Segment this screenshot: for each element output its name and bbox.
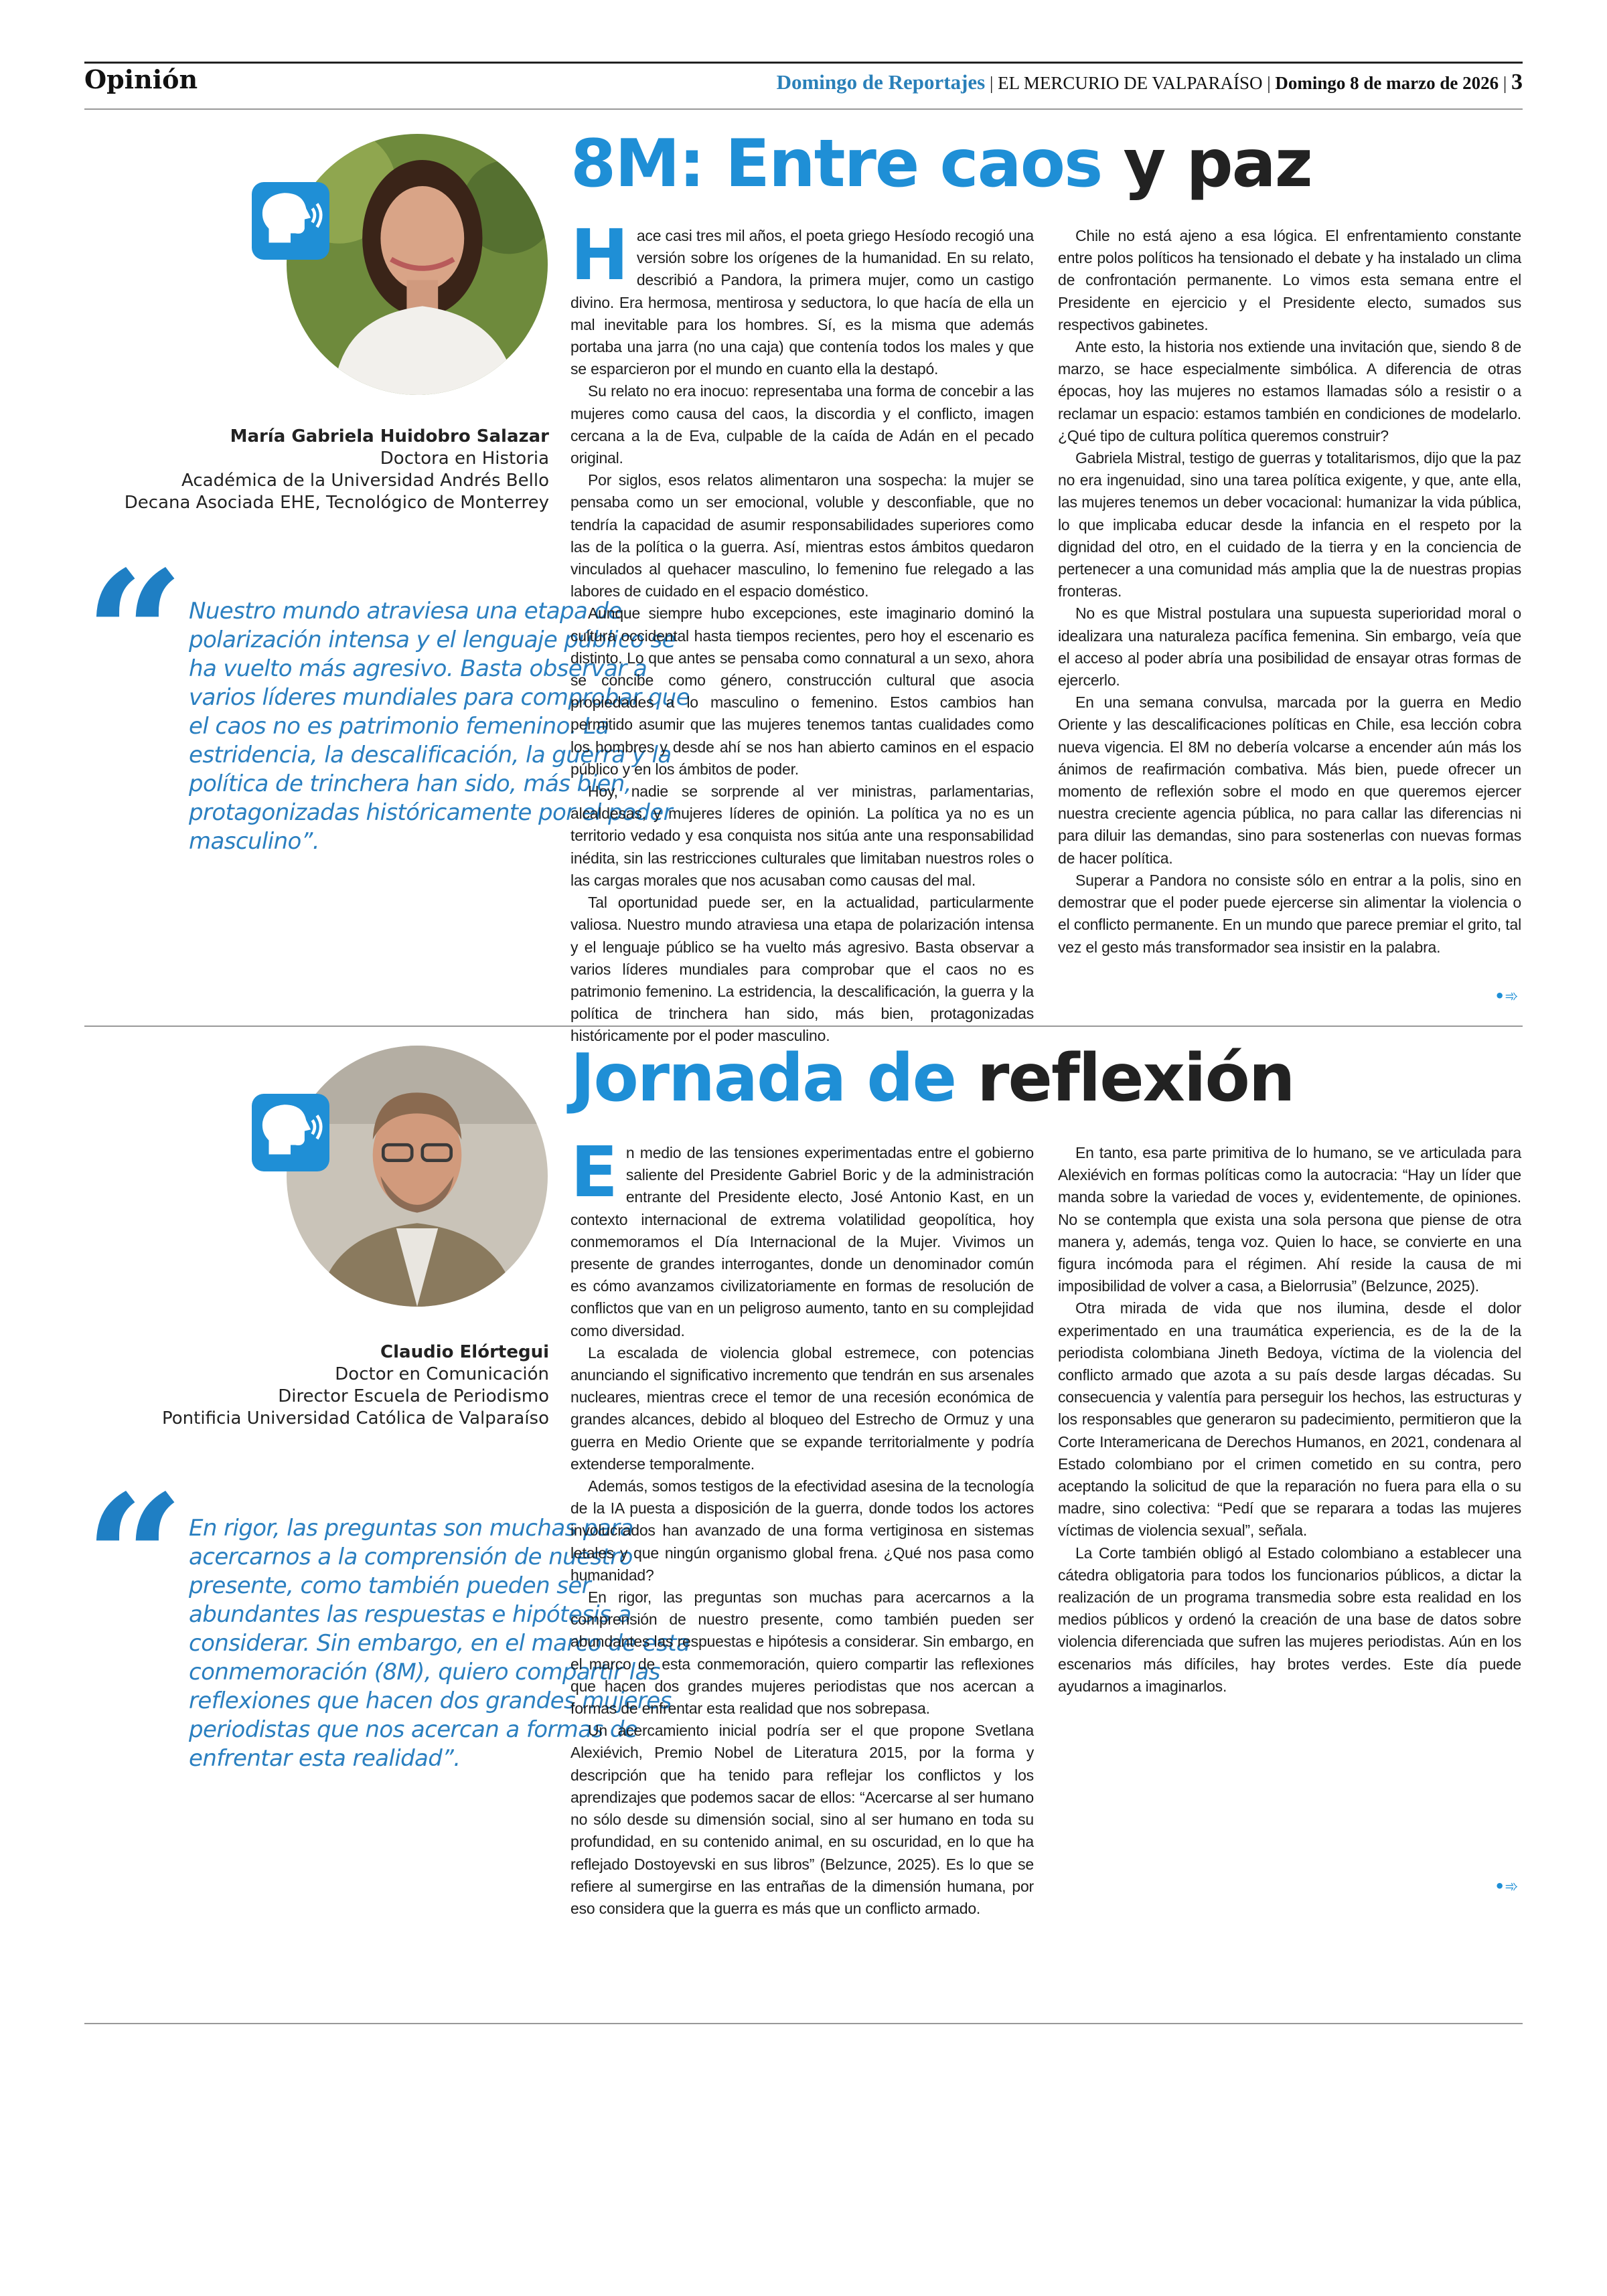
body-paragraph: Además, somos testigos de la efectividad asesina de la tecnología de la IA puesta a disposición de la guerra, donde todos los actores involucrados han avanzado de una forma vertiginosa en sistemas letales y que ningún organismo global frena. ¿Qué nos pasa como humanidad? <box>570 1477 1034 1584</box>
drop-cap: H <box>570 214 629 296</box>
body-paragraph: Su relato no era inocuo: representaba una forma de concebir a las mujeres como causa del caos, la discordia y el conflicto, imagen cercana a la de Eva, culpable de la caída de Adán en el pecado original. <box>570 382 1034 467</box>
author-credit <box>162 1341 549 1430</box>
article-column <box>570 1131 1034 1920</box>
open-quote-icon: “ <box>84 1457 185 1661</box>
author-affiliation: Académica de la Universidad Andrés Bello <box>181 471 549 491</box>
body-paragraph: Hoy, nadie se sorprende al ver ministras, parlamentarias, alcaldesas, y mujeres líderes de opinión. La política ya no es un territorio vedado y esa conquista nos sitúa ante una responsabilidad inédita, sin las restricciones culturales que limitaban nuestros roles o las cargas morales que nos acusaban como causas del mal. <box>570 783 1034 889</box>
body-paragraph: Tal oportunidad puede ser, en la actualidad, particularmente valiosa. Nuestro mundo atraviesa una etapa de polarización intensa y el lenguaje público se ha vuelto más agresivo. Basta observar a varios líderes mundiales para comprobar que el caos no es patrimonio femenino. La estridencia, la descalificación, la guerra y la política de trinchera han sido, más bien, protagonizadas históricamente por el poder masculino. <box>570 894 1034 1045</box>
headline-part: reflexión <box>977 1040 1294 1117</box>
page-number: 3 <box>1511 70 1523 94</box>
headline-part: 8M: Entre caos <box>570 126 1102 202</box>
pull-quote: En rigor, las preguntas son muchas para acercarnos a la comprensión de nuestro presente, como también pueden ser abundantes las respuestas e hipótesis a considerar. Sin embargo, en el marco de esta conmemoración (8M), quiero compartir las reflexiones que hacen dos grandes mujeres periodistas que nos acercan a formas de enfrentar esta realidad”. <box>189 1515 690 1772</box>
drop-cap: E <box>570 1131 618 1213</box>
body-paragraph: En medio de las tensiones experimentadas entre el gobierno saliente del Presidente Gabriel Boric y de la administración entrante del Presidente electo, José Antonio Kast, en un contexto internacional de extrema volatilidad geopolítica, hoy conmemoramos el Día Internacional de la Mujer. Vivimos un presente de grandes interrogantes, donde un denominador común es cómo avanzamos civilizatoriamente en formas de resolución de conflictos que van en un peligroso aumento, tanto en su complejidad como diversidad. <box>570 1131 1034 1339</box>
article-divider <box>84 1026 1523 1027</box>
supplement-name: Domingo de Reportajes <box>776 70 986 94</box>
header-rule <box>84 108 1523 110</box>
body-paragraph: Aunque siempre hubo excepciones, este imaginario dominó la cultura occidental hasta tiempos recientes, pero hoy el escenario es distinto. Lo que antes se pensaba como connatural a un sexo, ahora se concibe como género, construcción cultural que asocia propiedades a lo masculino o femenino. Estos cambios han permitido asumir que las mujeres tenemos tantas cualidades como los hombres y desde ahí se nos han abierto caminos en el espacio público y en los ámbitos de poder. <box>570 604 1034 778</box>
top-rule <box>84 62 1523 64</box>
author-name: Claudio Elórtegui <box>380 1342 549 1362</box>
body-paragraph: En una semana convulsa, marcada por la guerra en Medio Oriente y las descalificaciones políticas en Chile, esa lección cobra nueva vigencia. El 8M no debería volcarse a encender aún más los ánimos de reafirmación combativa. Más bien, puede ofrecer un momento de reflexión sobre el modo en que queremos ejercer nuestra creciente agencia pública, no para callar las diferencias ni para diluir las demandas, sino para sostenerlas con nuevas formas de hacer política. <box>1058 693 1521 867</box>
article-column <box>570 214 1034 1048</box>
author-title: Doctor en Comunicación <box>335 1364 549 1384</box>
separator: | <box>1267 73 1276 93</box>
article-headline <box>570 1040 1294 1117</box>
speaking-head-icon <box>252 182 329 260</box>
body-paragraph: Ante esto, la historia nos extiende una invitación que, siendo 8 de marzo, se hace especialmente simbólica. A diferencia de otras épocas, hoy las mujeres no estamos llamadas sólo a resistir o a reclamar un espacio: estamos también en condiciones de modelarlo. ¿Qué tipo de cultura política queremos construir? <box>1058 338 1521 444</box>
newspaper-name: EL MERCURIO DE VALPARAÍSO <box>998 73 1263 93</box>
body-paragraph: Otra mirada de vida que nos ilumina, desde el dolor experimentado en una traumática experiencia, es de la de la periodista colombiana Jineth Bedoya, víctima de la violencia del conflicto armado que azota a su país desde largas décadas. Su consecuencia y valentía para perseguir los hechos, las estructuras y los responsables que generaron su padecimiento, permitieron que la Corte Interamericana de Derechos Humanos, en 2021, condenara al Estado colombiano por el crimen cometido en su contra, pero aceptando la solicitud de que la reparación no fuera para ella o su madre, sino colectiva: “Pedí que se reparara a todas las mujeres víctimas de violencia sexual”, señala. <box>1058 1299 1521 1540</box>
section-name: Opinión <box>84 64 198 94</box>
author-affiliation: Pontificia Universidad Católica de Valparaíso <box>162 1408 549 1428</box>
body-paragraph: Chile no está ajeno a esa lógica. El enfrentamiento constante entre polos políticos ha tensionado el debate y ha instalado un clima de confrontación permanente. Lo vimos esta semana entre el Presidente en ejercicio y el Presidente electo, sumados sus respectivos gabinetes. <box>1058 227 1521 333</box>
headline-part: y paz <box>1123 126 1312 202</box>
author-photo <box>287 134 548 395</box>
continue-arrow-icon: •➾ <box>1495 1877 1519 1896</box>
author-affiliation: Decana Asociada EHE, Tecnológico de Monterrey <box>124 493 549 513</box>
article-column <box>1058 1142 1521 1698</box>
body-paragraph: Hace casi tres mil años, el poeta griego Hesíodo recogió una versión sobre los orígenes de la humanidad. En su relato, describió a Pandora, la primera mujer, como un castigo divino. Era hermosa, mentirosa y seductora, lo que hacía de ella un mal inevitable para los hombres. Sí, es la misma que además portaba una jarra (no una caja) que contenía todos los males y que se esparcieron por el mundo en cuanto ella la destapó. <box>570 214 1034 378</box>
separator: | <box>1503 73 1511 93</box>
separator: | <box>990 73 998 93</box>
body-paragraph: Por siglos, esos relatos alimentaron una sospecha: la mujer se pensaba como un ser emocional, voluble y desconfiable, que no tendría la capacidad de asumir responsabilidades superiores como las de la política o la guerra. Así, mientras estos ámbitos quedaron vinculados al quehacer masculino, lo femenino fue relegado a las labores de cuidado en el espacio doméstico. <box>570 471 1034 600</box>
continue-arrow-icon: •➾ <box>1495 987 1519 1005</box>
author-photo <box>287 1046 548 1307</box>
author-credit <box>125 426 549 514</box>
body-paragraph: La Corte también obligó al Estado colombiano a establecer una cátedra obligatoria para todos los funcionarios públicos, a dictar la realización de un programa transmedia sobre esta realidad en los medios públicos y ordenó la creación de una base de datos sobre violencia diferenciada que sufren las mujeres periodistas. Aún en los escenarios más difíciles, hay brotes verdes. Este día puede ayudarnos a imaginarlos. <box>1058 1544 1521 1695</box>
body-paragraph: Superar a Pandora no consiste sólo en entrar a la polis, sino en demostrar que el poder puede ejercerse sin alimentar la violencia o el conflicto permanente. En un mundo que parece premiar el grito, tal vez el gesto más transformador sea insistir en la palabra. <box>1058 871 1521 956</box>
author-affiliation: Director Escuela de Periodismo <box>278 1386 549 1406</box>
headline-part: Jornada de <box>570 1040 956 1117</box>
article-headline <box>570 126 1312 202</box>
open-quote-icon: “ <box>84 534 185 738</box>
body-paragraph: La escalada de violencia global estremece, con potencias anunciando el significativo incremento que tendrán en sus arsenales nucleares, mientras crece el temor de una recesión económica de grandes alcances, debido al bloqueo del Estrecho de Ormuz y una guerra en Medio Oriente que se expande territorialmente y podría extenderse temporalmente. <box>570 1343 1034 1473</box>
body-paragraph: No es que Mistral postulara una supuesta superioridad moral o idealizara una naturaleza pacífica femenina. Sin embargo, veía que el acceso al poder abría una posibilidad de ensayar otras formas de ejercerlo. <box>1058 604 1521 689</box>
body-paragraph: En tanto, esa parte primitiva de lo humano, se ve articulada para Alexiévich en formas políticas como la autocracia: “Hay un líder que manda sobre la variedad de voces y, evidentemente, de opiniones. No se contempla que exista una sola persona que piense de otra manera y, además, tenga voz. Quien lo hace, se convierte en una figura incómoda para el régimen. Ahí reside la causa de mi imposibilidad de volver a casa, a Bielorrusia” (Belzunce, 2025). <box>1058 1144 1521 1295</box>
author-title: Doctora en Historia <box>380 448 549 469</box>
body-paragraph: Un acercamiento inicial podría ser el que propone Svetlana Alexiévich, Premio Nobel de Literatura 2015, por la forma y descripción que ha tenido para reflejar los conflictos y los aprendizajes que podemos sacar de ellos: “Acercarse al ser humano no sólo desde su dimensión social, sino al ser humano en toda su profundidad, en su contenido animal, en su oscuridad, en lo que ha reflejado Dostoyevski en sus libros” (Belzunce, 2025). Es lo que se refiere al sumergirse en las entrañas de la dimensión humana, por eso considera que la guerra es más que un conflicto armado. <box>570 1722 1034 1917</box>
speaking-head-icon <box>252 1094 329 1171</box>
author-name: María Gabriela Huidobro Salazar <box>230 426 549 446</box>
body-paragraph: En rigor, las preguntas son muchas para acercarnos a la comprensión de nuestro presente, como también pueden ser abundantes las respuestas e hipótesis a considerar. Sin embargo, en el marco de esta conmemoración, quiero compartir las reflexiones que hacen dos grandes mujeres periodistas que nos acercan a formas de enfrentar esta realidad que nos sobrepasa. <box>570 1588 1034 1718</box>
pull-quote: Nuestro mundo atraviesa una etapa de polarización intensa y el lenguaje público se ha vuelto más agresivo. Basta observar a varios líderes mundiales para comprobar que el caos no es patrimonio femenino. La estridencia, la descalificación, la guerra y la política de trinchera han sido, más bien, protagonizadas históricamente por el poder masculino”. <box>189 598 690 855</box>
masthead-line <box>777 70 1523 95</box>
author-portrait <box>287 134 548 395</box>
article-column <box>1058 225 1521 959</box>
bottom-rule <box>84 2023 1523 2024</box>
body-paragraph: Gabriela Mistral, testigo de guerras y totalitarismos, dijo que la paz no era ingenuidad, sino una tarea política exigente, y que, ante ella, las mujeres tenemos un deber vocacional: humanizar la vida pública, lo que implicaba educar desde la infancia en el respeto por la dignidad del otro, en el cuidado de la tierra y en la conciencia de pertenecer a una comunidad más amplia que la de nuestras propias fronteras. <box>1058 449 1521 600</box>
author-portrait <box>287 1046 548 1307</box>
issue-date: Domingo 8 de marzo de 2026 <box>1275 73 1499 93</box>
